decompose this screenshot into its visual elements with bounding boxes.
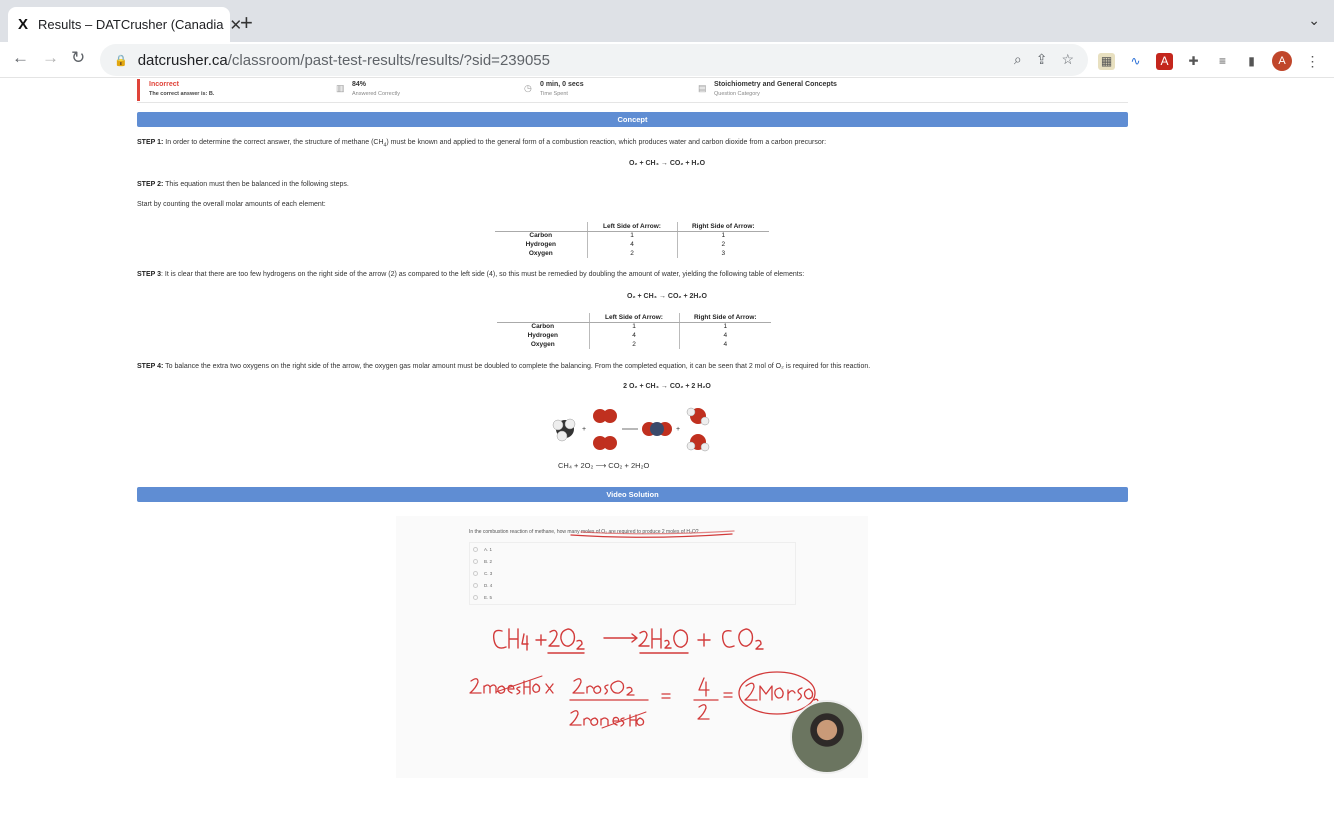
percent-label: Answered Correctly (352, 91, 400, 97)
browser-tab-bar (0, 0, 1334, 42)
correct-answer-text: The correct answer is: B. (149, 91, 215, 97)
browser-toolbar (0, 42, 1334, 78)
step3-label: STEP 3 (137, 271, 161, 278)
handwritten-equation (494, 629, 763, 653)
table-header (497, 313, 589, 322)
reload-icon[interactable]: ↻ (71, 48, 86, 67)
molecule-caption: CH₄ + 2O₂ ⟶ CO₂ + 2H₂O (558, 461, 650, 470)
table-cell: 1 (677, 231, 769, 240)
option-label: A. 1 (484, 547, 493, 552)
extension-pdf-icon[interactable]: A (1156, 53, 1173, 70)
category-value: Stoichiometry and General Concepts (714, 81, 837, 88)
oxygen-molecule-icon (593, 409, 617, 450)
concept-banner: Concept (137, 112, 1128, 127)
step3-body: : It is clear that there are too few hydrogens on the right side of the arrow (2) as compared to the left side (4), so this must be remedied by doubling the amount of water, yielding the following table of elements: (161, 271, 805, 278)
table-cell: Carbon (495, 231, 587, 240)
address-bar[interactable] (100, 44, 1088, 76)
table-cell: 2 (589, 340, 679, 349)
step3-text (137, 271, 804, 278)
url-path: /classroom/past-test-results/results/?sid=239055 (227, 51, 550, 69)
video-solution-banner: Video Solution (137, 487, 1128, 502)
profile-avatar[interactable]: A (1272, 51, 1292, 71)
table-row (497, 340, 771, 349)
url-host: datcrusher.ca (137, 51, 228, 69)
handwritten-calculation (470, 672, 820, 728)
table-row (495, 231, 769, 240)
co2-molecule-icon (642, 422, 672, 436)
plus-sign: + (676, 426, 681, 433)
browser-tab[interactable] (8, 7, 243, 42)
clock-icon: ◷ (524, 83, 532, 93)
step2-label: STEP 2: (137, 181, 164, 188)
step1-text (137, 139, 826, 148)
incorrect-indicator (137, 79, 140, 101)
table-cell: 4 (679, 331, 771, 340)
table-cell: Oxygen (528, 250, 553, 257)
time-spent (524, 81, 584, 97)
step1-body-2: ) must be known and applied to the general form of a combustion reaction, which produces water and carbon dioxide from a carbon precursor: (386, 139, 827, 146)
table-header: Left Side of Arrow: (589, 313, 679, 322)
time-label: Time Spent (540, 91, 568, 97)
step4-text (137, 363, 870, 370)
tab-title: Results – DATCrusher (Canadia (38, 17, 224, 32)
step2-text (137, 181, 349, 188)
question-category (698, 81, 837, 97)
video-player[interactable] (396, 516, 868, 778)
table-cell: 4 (587, 240, 677, 249)
equation-3: 2 O₂ + CH₄ → CO₂ + 2 H₂O (623, 383, 711, 390)
extension-calculator-icon[interactable]: ▦ (1098, 53, 1115, 70)
step4-label: STEP 4: (137, 363, 164, 370)
new-tab-icon[interactable]: + (240, 10, 253, 35)
side-panel-icon[interactable]: ▮ (1248, 54, 1255, 68)
status-text: Incorrect (149, 81, 179, 88)
option-label: C. 3 (484, 571, 493, 576)
table-row (495, 249, 769, 258)
tab-search-chevron-icon[interactable]: ⌄ (1308, 12, 1320, 28)
option-label: B. 2 (484, 559, 493, 564)
percent-correct (336, 81, 400, 97)
media-playlist-icon[interactable]: ≡ (1218, 54, 1226, 68)
bar-chart-icon: ▥ (336, 83, 345, 93)
zoom-icon[interactable]: ⌕ (1013, 51, 1022, 67)
forward-icon[interactable]: → (42, 48, 59, 67)
presenter-webcam-avatar (790, 700, 864, 774)
table-cell: Hydrogen (527, 332, 558, 339)
calendar-icon: ▤ (698, 83, 707, 93)
table-header (495, 222, 587, 231)
table-header: Right Side of Arrow: (679, 313, 771, 322)
table-header: Left Side of Arrow: (587, 222, 677, 231)
table-cell: 1 (589, 322, 679, 331)
table-header: Right Side of Arrow: (677, 222, 769, 231)
table-row (495, 240, 769, 249)
bookmark-star-icon[interactable]: ☆ (1061, 51, 1074, 67)
step1-label: STEP 1: (137, 139, 164, 146)
chrome-menu-icon[interactable]: ⋮ (1305, 52, 1320, 69)
result-status (149, 81, 214, 97)
equation-1: O₂ + CH₄ → CO₂ + H₂O (628, 160, 706, 167)
equation-2: O₂ + CH₄ → CO₂ + 2H₂O (627, 293, 707, 300)
lock-icon[interactable]: 🔒 (114, 54, 128, 67)
option-label: D. 4 (484, 583, 493, 588)
table-cell: Oxygen (530, 341, 555, 348)
step4-body: To balance the extra two oxygens on the right side of the arrow, the oxygen gas molar amount must be doubled to complete the balancing. From the completed equation, it can be seen that 2 mol of O₂ is required for this reaction. (163, 363, 871, 370)
table-cell: 4 (679, 340, 771, 349)
site-favicon-icon: X (18, 16, 29, 33)
element-count-table-2 (497, 313, 771, 349)
share-icon[interactable]: ⇪ (1035, 51, 1048, 67)
step1-subscript: 4 (383, 142, 387, 149)
extensions-puzzle-icon[interactable]: ✚ (1188, 54, 1199, 68)
question-underline (571, 534, 732, 537)
count-instruction: Start by counting the overall molar amounts of each element: (137, 201, 326, 208)
close-tab-icon[interactable]: ✕ (229, 16, 243, 34)
step1-body: In order to determine the correct answer, the structure of methane (CH (163, 139, 384, 146)
table-cell: 1 (587, 231, 677, 240)
back-icon[interactable]: ← (12, 48, 29, 67)
table-cell: 2 (677, 240, 769, 249)
table-cell: 3 (677, 249, 769, 258)
step2-body: This equation must then be balanced in the following steps. (163, 181, 349, 188)
table-cell: 4 (589, 331, 679, 340)
element-count-table-1 (495, 222, 769, 258)
category-label: Question Category (714, 91, 760, 97)
table-cell: 2 (587, 249, 677, 258)
extension-wave-icon[interactable]: ∿ (1130, 54, 1141, 68)
table-cell: Carbon (497, 322, 589, 331)
time-value: 0 min, 0 secs (540, 81, 584, 88)
result-summary-bar (137, 79, 1128, 103)
methane-molecule-icon (553, 419, 575, 441)
plus-sign: + (582, 426, 587, 433)
table-row (497, 331, 771, 340)
table-row (497, 322, 771, 331)
water-molecule-icon (687, 408, 709, 451)
table-cell: Hydrogen (525, 241, 556, 248)
video-question-text: In the combustion reaction of methane, how many moles of O₂ are required to produce 2 moles of H₂O? (469, 529, 699, 535)
table-cell: 1 (679, 322, 771, 331)
option-label: E. 5 (484, 595, 493, 600)
percent-value: 84% (352, 81, 367, 88)
page-content (0, 79, 1334, 834)
